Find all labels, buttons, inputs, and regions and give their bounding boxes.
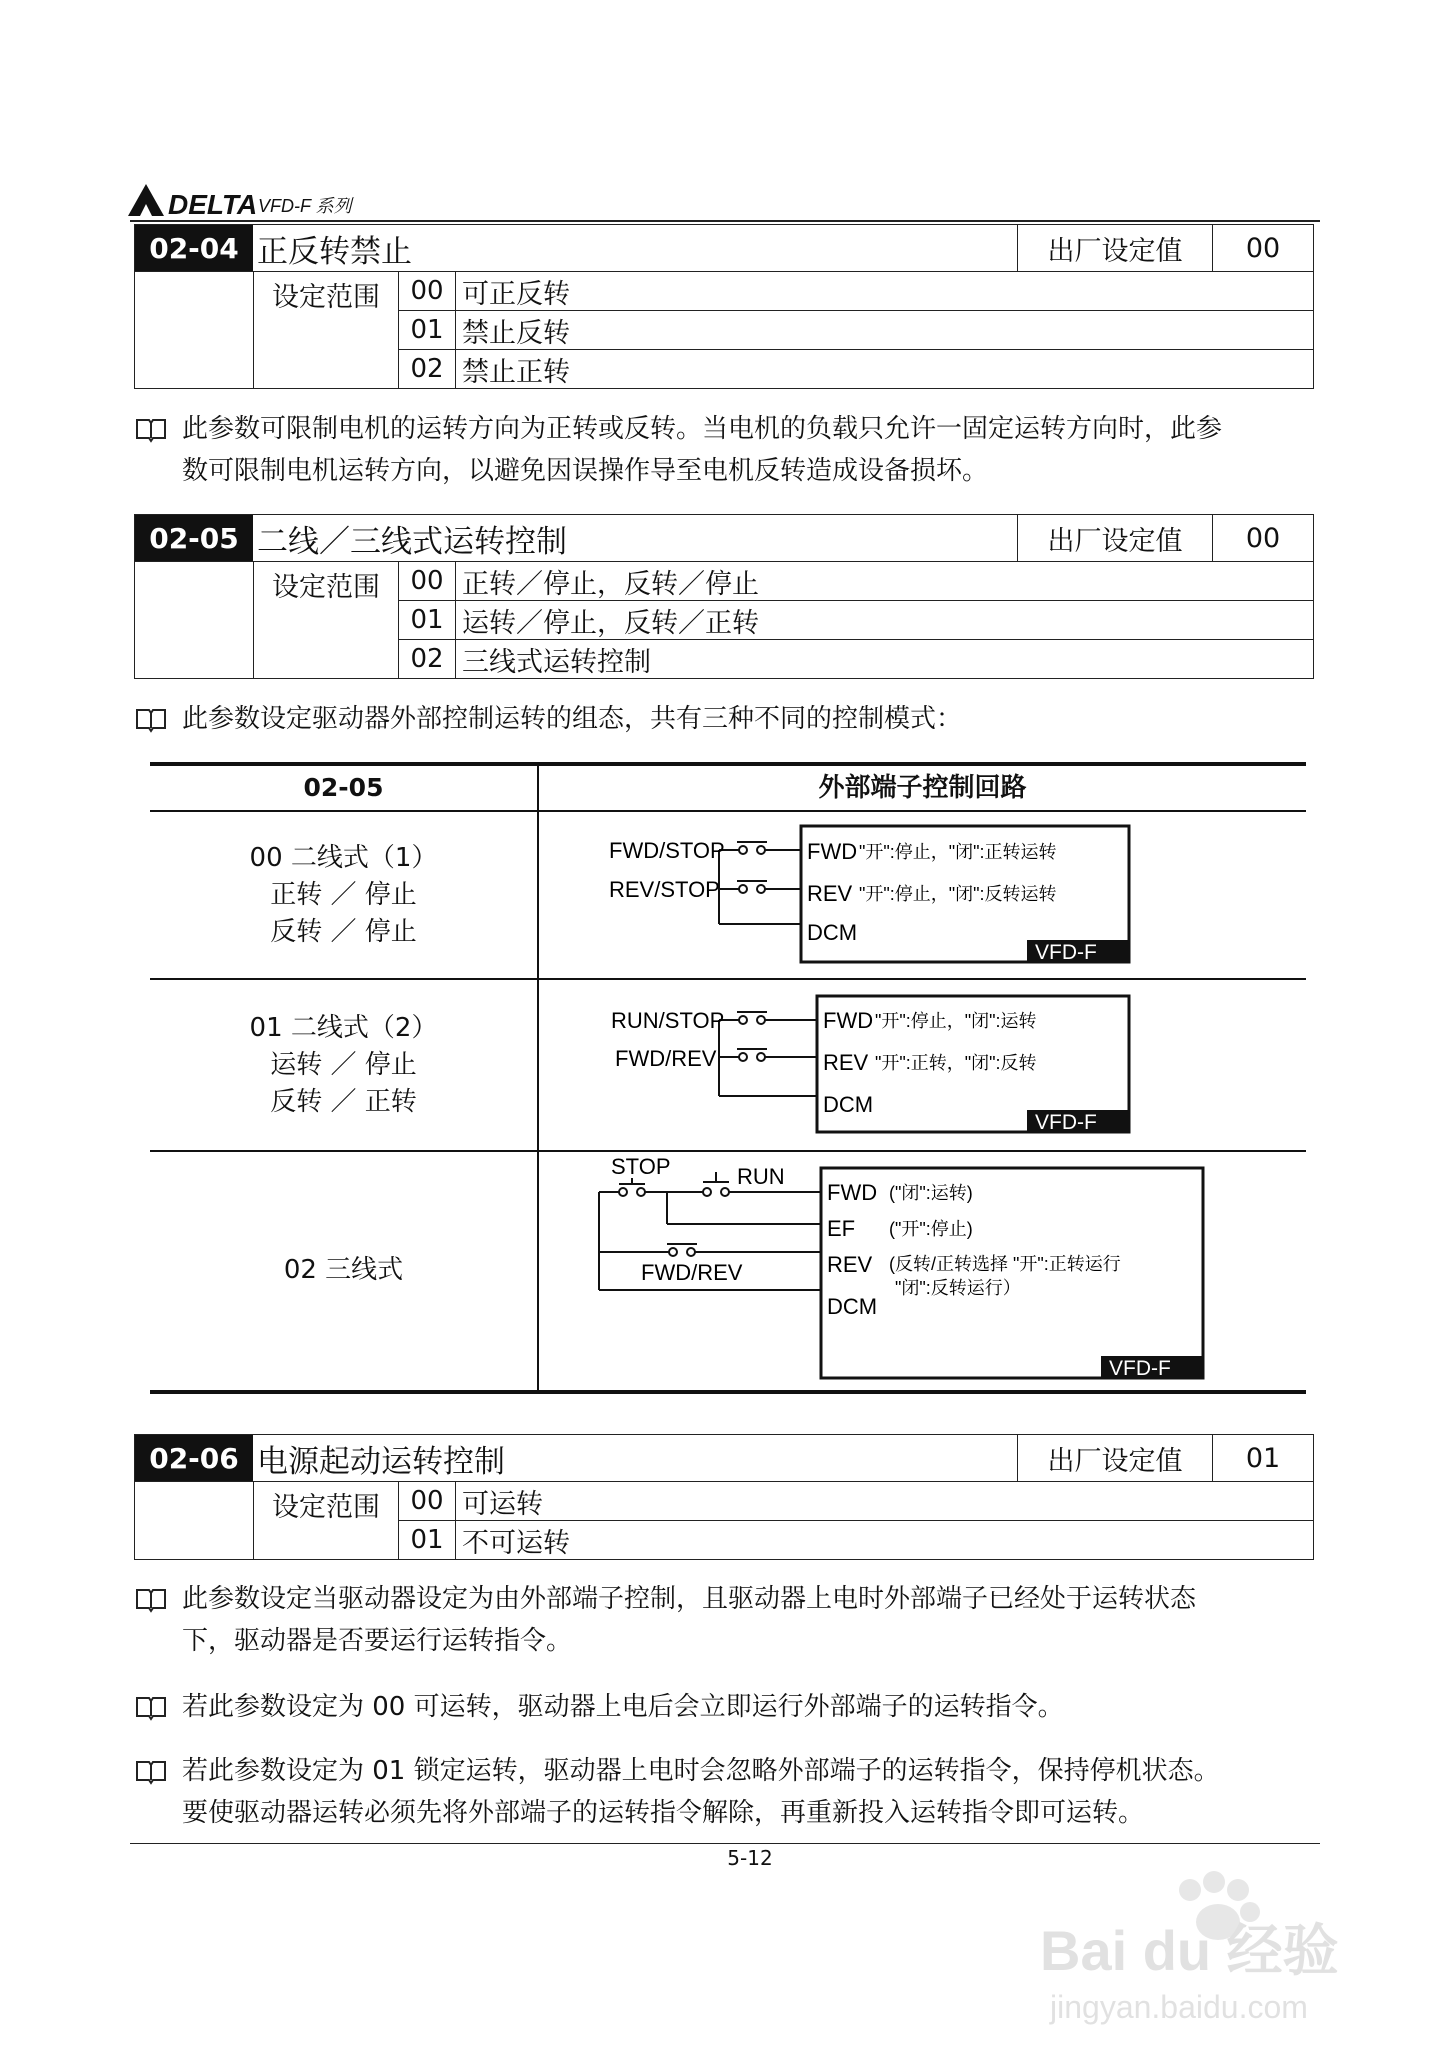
terminal-label: FWD xyxy=(827,1180,878,1205)
wiring-mode-table xyxy=(150,762,1306,1394)
option-text: 正转／停止，反转／停止 xyxy=(462,568,759,600)
factory-default-label: 出厂设定值 xyxy=(1017,1435,1212,1481)
option-code: 02 xyxy=(399,640,456,678)
watermark-url: jingyan.baidu.com xyxy=(1050,1989,1308,2025)
book-icon xyxy=(134,1686,168,1728)
option-code: 01 xyxy=(399,601,456,639)
note-line: 下，驱动器是否要运行运转指令。 xyxy=(182,1626,573,1656)
option-row xyxy=(399,562,1313,601)
terminal-desc: ("开":停止) xyxy=(889,1219,973,1239)
option-text: 三线式运转控制 xyxy=(462,646,651,678)
terminal-desc: "开":停止，"闭":运转 xyxy=(875,1011,1037,1031)
terminal-label: DCM xyxy=(807,920,858,945)
terminal-label: REV xyxy=(823,1050,869,1075)
note-line: 若此参数设定为 01 锁定运转，驱动器上电时会忽略外部端子的运转指令，保持停机状态。 xyxy=(182,1756,1220,1786)
note-line: 此参数设定当驱动器设定为由外部端子控制，且驱动器上电时外部端子已经处于运转状态 xyxy=(182,1584,1197,1614)
note-02-06-b xyxy=(134,1686,1324,1728)
option-text: 可正反转 xyxy=(462,278,570,310)
option-code: 00 xyxy=(399,272,456,310)
option-row xyxy=(399,640,1313,678)
switch-label: STOP xyxy=(611,1154,671,1179)
note-02-06-c xyxy=(134,1750,1324,1834)
note-02-05 xyxy=(134,698,1324,740)
mode-02: 02 三线式 xyxy=(283,1255,404,1285)
option-row xyxy=(399,1482,1313,1521)
factory-default-label: 出厂设定值 xyxy=(1017,225,1212,271)
param-code: 02-05 xyxy=(135,515,253,561)
option-text: 禁止正转 xyxy=(462,356,570,388)
vfd-badge: VFD-F xyxy=(1035,941,1097,964)
switch-label: FWD/STOP xyxy=(609,838,725,863)
brand-text: DELTA xyxy=(168,189,258,218)
factory-default-value: 00 xyxy=(1212,225,1313,271)
note-line: 要使驱动器运转必须先将外部端子的运转指令解除，再重新投入运转指令即可运转。 xyxy=(182,1798,1145,1828)
factory-default-value: 00 xyxy=(1212,515,1313,561)
book-icon xyxy=(134,408,168,450)
switch-label: RUN xyxy=(737,1164,785,1189)
delta-logo xyxy=(128,178,518,218)
note-line: 若此参数设定为 00 可运转，驱动器上电后会立即运行外部端子的运转指令。 xyxy=(182,1692,1064,1722)
option-text: 不可运转 xyxy=(462,1527,570,1559)
terminal-label: FWD xyxy=(823,1008,874,1033)
param-code: 02-04 xyxy=(135,225,253,271)
factory-default-label: 出厂设定值 xyxy=(1017,515,1212,561)
terminal-label: REV xyxy=(807,881,853,906)
watermark-brand: Bai du 经验 xyxy=(1040,1919,1339,1982)
terminal-label: DCM xyxy=(823,1092,874,1117)
param-title: 正反转禁止 xyxy=(257,233,412,270)
page-number: 5-12 xyxy=(727,1846,773,1870)
mode-00: 00 二线式（1） 正转 ／ 停止 反转 ／ 停止 xyxy=(249,843,438,947)
series-text: VFD-F 系列 xyxy=(258,196,352,216)
terminal-desc: ("闭":运转) xyxy=(889,1183,973,1203)
option-row xyxy=(399,350,1313,388)
param-code: 02-06 xyxy=(135,1435,253,1481)
switch-label: FWD/REV xyxy=(615,1046,717,1071)
terminal-desc: (反转/正转选择 "开":正转运行 xyxy=(889,1254,1121,1274)
terminal-desc: "闭":反转运行） xyxy=(895,1278,1021,1298)
switch-label: REV/STOP xyxy=(609,877,720,902)
option-row xyxy=(399,1521,1313,1559)
option-code: 00 xyxy=(399,1482,456,1520)
option-code: 01 xyxy=(399,1521,456,1559)
terminal-label: REV xyxy=(827,1252,873,1277)
note-line: 数可限制电机运转方向，以避免因误操作导至电机反转造成设备损坏。 xyxy=(182,456,989,486)
range-label: 设定范围 xyxy=(254,1482,399,1559)
terminal-desc: "开":停止，"闭":反转运转 xyxy=(859,884,1057,904)
wiring-diagram-two-wire-2 xyxy=(539,980,1306,1150)
baidu-watermark xyxy=(1040,1860,1380,2030)
wiring-diagram-two-wire-1 xyxy=(539,812,1306,978)
terminal-label: DCM xyxy=(827,1294,878,1319)
col-header-circuit: 外部端子控制回路 xyxy=(818,773,1027,803)
param-table-02-04 xyxy=(134,224,1314,389)
switch-label: RUN/STOP xyxy=(611,1008,725,1033)
header-rule xyxy=(130,220,1320,222)
option-text: 可运转 xyxy=(462,1488,543,1520)
param-title: 二线／三线式运转控制 xyxy=(257,523,567,560)
note-02-04 xyxy=(134,408,1324,492)
param-table-02-05 xyxy=(134,514,1314,679)
factory-default-value: 01 xyxy=(1212,1435,1313,1481)
terminal-label: FWD xyxy=(807,839,858,864)
book-icon xyxy=(134,1750,168,1792)
terminal-desc: "开":停止，"闭":正转运转 xyxy=(859,842,1057,862)
option-code: 01 xyxy=(399,311,456,349)
range-label: 设定范围 xyxy=(254,562,399,678)
switch-label: FWD/REV xyxy=(641,1260,743,1285)
vfd-badge: VFD-F xyxy=(1035,1111,1097,1134)
note-02-06-a xyxy=(134,1578,1324,1662)
param-title: 电源起动运转控制 xyxy=(257,1443,505,1480)
col-header-param: 02-05 xyxy=(303,773,384,802)
book-icon xyxy=(134,698,168,740)
option-code: 02 xyxy=(399,350,456,388)
option-text: 运转／停止，反转／正转 xyxy=(462,607,759,639)
footer-rule xyxy=(130,1843,1320,1844)
wiring-diagram-three-wire xyxy=(539,1152,1306,1390)
option-row xyxy=(399,601,1313,640)
mode-01: 01 二线式（2） 运转 ／ 停止 反转 ／ 正转 xyxy=(249,1013,438,1117)
terminal-desc: "开":正转，"闭":反转 xyxy=(875,1053,1037,1073)
option-code: 00 xyxy=(399,562,456,600)
book-icon xyxy=(134,1578,168,1620)
option-text: 禁止反转 xyxy=(462,317,570,349)
range-label: 设定范围 xyxy=(254,272,399,388)
note-line: 此参数可限制电机的运转方向为正转或反转。当电机的负载只允许一固定运转方向时，此参 xyxy=(182,414,1223,444)
terminal-label: EF xyxy=(827,1216,856,1241)
option-row xyxy=(399,311,1313,350)
vfd-badge: VFD-F xyxy=(1109,1357,1171,1380)
param-table-02-06 xyxy=(134,1434,1314,1560)
option-row xyxy=(399,272,1313,311)
note-line: 此参数设定驱动器外部控制运转的组态，共有三种不同的控制模式： xyxy=(182,704,963,734)
